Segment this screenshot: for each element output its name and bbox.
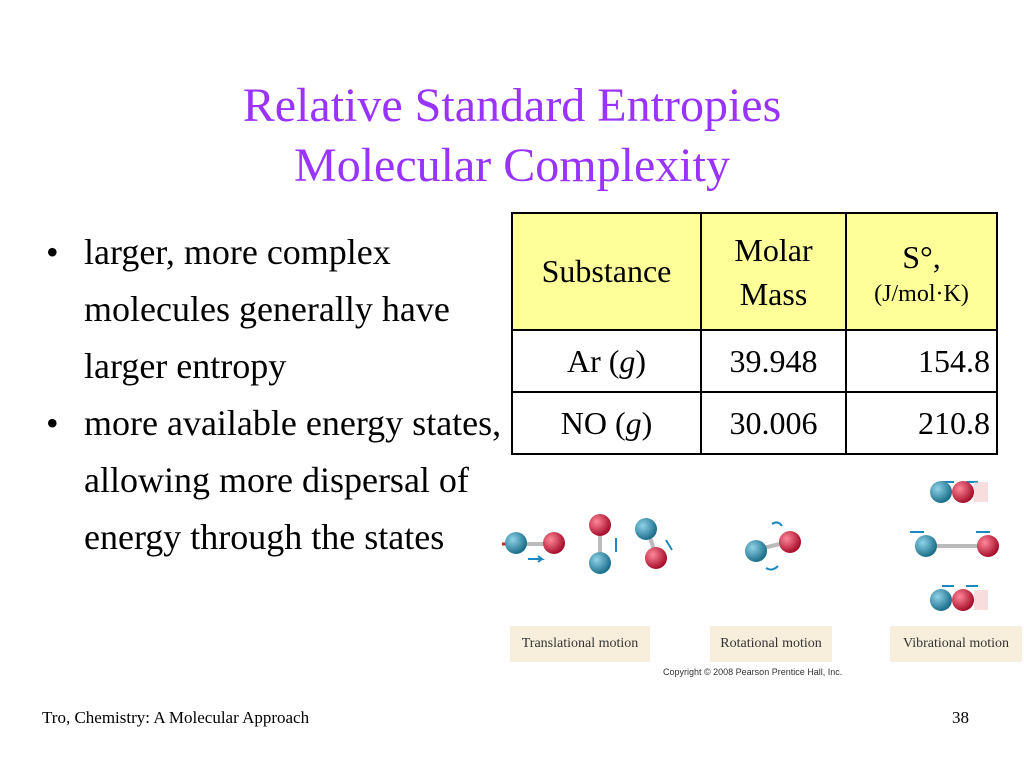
table-row bbox=[512, 330, 997, 392]
cell-state: g bbox=[625, 404, 642, 441]
bullet-item bbox=[42, 395, 512, 566]
label-vibrational: Vibrational motion bbox=[890, 626, 1022, 662]
molecular-motion-figure bbox=[490, 474, 1024, 684]
bullet-list bbox=[42, 224, 512, 566]
footer-source: Tro, Chemistry: A Molecular Approach bbox=[42, 708, 310, 727]
slide-title bbox=[0, 76, 1024, 196]
cell-formula: NO bbox=[560, 404, 607, 441]
header-molar: Molar bbox=[734, 231, 813, 268]
vibrational-molecules-icon bbox=[910, 481, 999, 611]
rotational-molecule-icon bbox=[745, 522, 801, 569]
cell-substance: Ar (g) bbox=[512, 330, 701, 392]
header-units: (J/mol·K) bbox=[874, 280, 969, 307]
entropy-table bbox=[511, 212, 998, 455]
header-substance: Substance bbox=[512, 213, 701, 330]
header-mass: Mass bbox=[739, 275, 808, 312]
motion-illustration bbox=[490, 474, 1024, 624]
header-entropy bbox=[846, 213, 997, 330]
label-translational: Translational motion bbox=[510, 626, 650, 662]
header-s: S°, bbox=[902, 238, 941, 275]
label-rotational: Rotational motion bbox=[710, 626, 832, 662]
cell-molar-mass: 30.006 bbox=[701, 392, 846, 454]
table-row bbox=[512, 392, 997, 454]
bullet-dot-icon: • bbox=[46, 403, 59, 443]
translational-molecules-icon bbox=[502, 514, 672, 574]
cell-molar-mass: 39.948 bbox=[701, 330, 846, 392]
bullet-item bbox=[42, 224, 512, 395]
cell-formula: Ar bbox=[566, 342, 601, 379]
bullet-text: more available energy states, allowing more dispersal of energy through the states bbox=[84, 403, 502, 557]
header-molar-mass bbox=[701, 213, 846, 330]
cell-entropy: 210.8 bbox=[846, 392, 997, 454]
bullet-text: larger, more complex molecules generally have larger entropy bbox=[84, 232, 450, 386]
table-header-row bbox=[512, 213, 997, 330]
cell-entropy: 154.8 bbox=[846, 330, 997, 392]
title-line-1: Relative Standard Entropies bbox=[242, 79, 782, 132]
title-line-2: Molecular Complexity bbox=[294, 139, 730, 192]
cell-substance: NO (g) bbox=[512, 392, 701, 454]
copyright-text: Copyright © 2008 Pearson Prentice Hall, Inc. bbox=[663, 667, 843, 677]
page-number: 38 bbox=[952, 708, 969, 727]
cell-state: g bbox=[619, 342, 636, 379]
bullet-dot-icon: • bbox=[46, 232, 59, 272]
